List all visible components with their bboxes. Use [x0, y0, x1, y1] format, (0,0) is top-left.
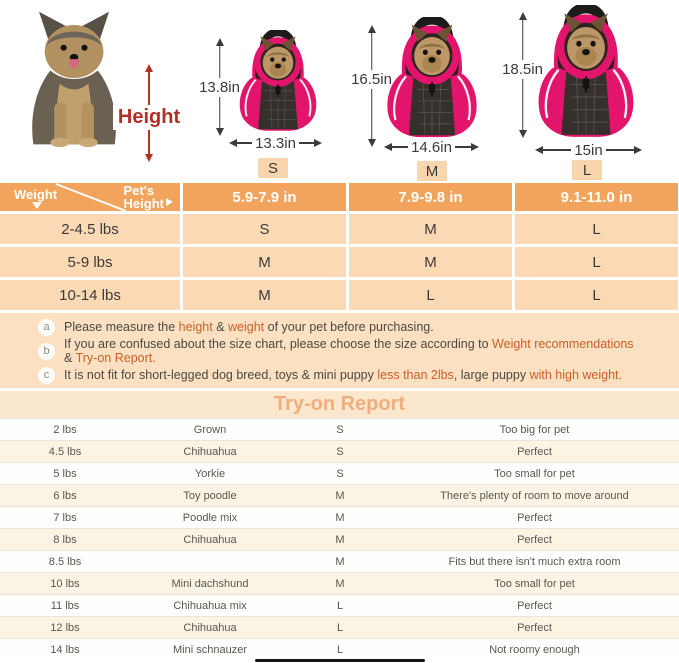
tryon-comment: Too small for pet — [494, 577, 575, 590]
tryon-report-table — [0, 418, 679, 660]
tryon-breed: Grown — [193, 423, 227, 436]
width-arrow-l — [535, 141, 642, 159]
tryon-row — [0, 616, 679, 638]
row-label: 2-4.5 lbs — [0, 214, 180, 244]
note-c-bullet: c — [38, 367, 55, 384]
tryon-weight: 2 lbs — [53, 423, 77, 436]
tryon-size: M — [335, 511, 345, 524]
size-cell: L — [349, 280, 512, 310]
size-cell: M — [183, 247, 346, 277]
tryon-comment: Too big for pet — [499, 423, 570, 436]
tryon-row — [0, 638, 679, 660]
size-chip-s: S — [258, 158, 288, 178]
width-value-l: 15in — [574, 141, 603, 159]
tryon-breed: Chihuahua — [183, 621, 237, 634]
measure-guide-section — [0, 0, 679, 183]
column-header-1: 5.9-7.9 in — [183, 183, 346, 211]
tryon-comment: Perfect — [517, 445, 552, 458]
height-value-l: 18.5in — [498, 60, 547, 79]
tryon-comment: Perfect — [517, 599, 552, 612]
tryon-breed: Chihuahua mix — [173, 599, 247, 612]
width-arrow-m — [384, 138, 479, 156]
tryon-breed: Yorkie — [194, 467, 226, 480]
tryon-row — [0, 528, 679, 550]
tryon-weight: 8 lbs — [53, 533, 77, 546]
size-cell: L — [515, 280, 678, 310]
backpack-image-m — [383, 17, 481, 141]
column-header-2: 7.9-9.8 in — [349, 183, 512, 211]
backpack-image-s — [236, 30, 320, 134]
size-cell: L — [515, 214, 678, 244]
size-cell: M — [349, 214, 512, 244]
row-label: 10-14 lbs — [0, 280, 180, 310]
tryon-row — [0, 484, 679, 506]
corner-pet-height-label: Pet's Height — [123, 183, 164, 211]
notes-panel — [0, 313, 679, 388]
tryon-size: L — [336, 599, 344, 612]
tryon-row — [0, 550, 679, 572]
tryon-row — [0, 418, 679, 440]
tryon-row — [0, 572, 679, 594]
tryon-size: M — [335, 533, 345, 546]
size-chip-m: M — [417, 161, 447, 181]
tryon-size: S — [336, 423, 344, 436]
tryon-size: M — [335, 489, 345, 502]
tryon-comment: Too small for pet — [494, 467, 575, 480]
tryon-report-banner — [0, 391, 679, 418]
tryon-weight: 11 lbs — [50, 599, 80, 612]
tryon-comment: Fits but there isn't much extra room — [448, 555, 621, 568]
tryon-comment: Perfect — [517, 621, 552, 634]
tryon-breed: Mini dachshund — [171, 577, 249, 590]
height-value-m: 16.5in — [347, 70, 396, 89]
tryon-weight: 4.5 lbs — [48, 445, 82, 458]
note-b-bullet: b — [38, 343, 55, 360]
width-value-m: 14.6in — [411, 138, 452, 156]
tryon-weight: 8.5 lbs — [48, 555, 82, 568]
column-header-3: 9.1-11.0 in — [515, 183, 678, 211]
note-a-bullet: a — [38, 319, 55, 336]
size-chart-corner-cell — [0, 183, 180, 211]
tryon-weight: 14 lbs — [50, 643, 80, 656]
tryon-report-title: Try-on Report — [273, 393, 406, 415]
size-chip-l: L — [572, 160, 602, 180]
tryon-weight: 6 lbs — [53, 489, 77, 502]
row-label: 5-9 lbs — [0, 247, 180, 277]
pet-height-label: Height — [113, 105, 185, 130]
note-b-text: If you are confused about the size chart, please choose the size according to Weight recommendations & Try-on Report. — [64, 336, 634, 365]
width-arrow-s — [229, 134, 322, 152]
tryon-size: L — [336, 643, 344, 656]
tryon-size: L — [336, 621, 344, 634]
tryon-comment: Perfect — [517, 533, 552, 546]
width-value-s: 13.3in — [255, 134, 296, 152]
tryon-size: S — [336, 467, 344, 480]
corner-weight-label: Weight — [14, 187, 58, 202]
tryon-breed: Chihuahua — [183, 445, 237, 458]
tryon-comment: Not roomy enough — [489, 643, 580, 656]
tryon-comment: There's plenty of room to move around — [440, 489, 629, 502]
note-c — [38, 367, 669, 384]
tryon-size: M — [335, 577, 345, 590]
size-cell: S — [183, 214, 346, 244]
note-c-text: It is not fit for short-legged dog breed, toys & mini puppy less than 2lbs, large puppy with high weight. — [64, 367, 622, 382]
tryon-row — [0, 462, 679, 484]
weight-down-arrow-icon — [32, 202, 42, 209]
tryon-breed: Mini schnauzer — [173, 643, 247, 656]
pet-height-right-arrow-icon — [166, 198, 173, 206]
tryon-weight: 5 lbs — [53, 467, 77, 480]
tryon-weight: 7 lbs — [53, 511, 77, 524]
tryon-size: M — [335, 555, 345, 568]
bottom-divider-bar — [255, 659, 425, 662]
tryon-row — [0, 506, 679, 528]
tryon-weight: 10 lbs — [50, 577, 80, 590]
note-a — [38, 319, 669, 336]
height-value-s: 13.8in — [195, 78, 244, 97]
size-cell: M — [349, 247, 512, 277]
size-chart-table — [0, 183, 679, 310]
tryon-row — [0, 594, 679, 616]
size-cell: M — [183, 280, 346, 310]
tryon-breed: Poodle mix — [182, 511, 238, 524]
tryon-comment: Perfect — [517, 511, 552, 524]
tryon-breed: Chihuahua — [183, 533, 237, 546]
tryon-weight: 12 lbs — [50, 621, 80, 634]
note-b — [38, 337, 669, 366]
tryon-size: S — [336, 445, 344, 458]
tryon-row — [0, 440, 679, 462]
size-cell: L — [515, 247, 678, 277]
backpack-image-l — [534, 5, 638, 141]
tryon-breed: Toy poodle — [183, 489, 237, 502]
note-a-text: Please measure the height & weight of your pet before purchasing. — [64, 319, 434, 334]
